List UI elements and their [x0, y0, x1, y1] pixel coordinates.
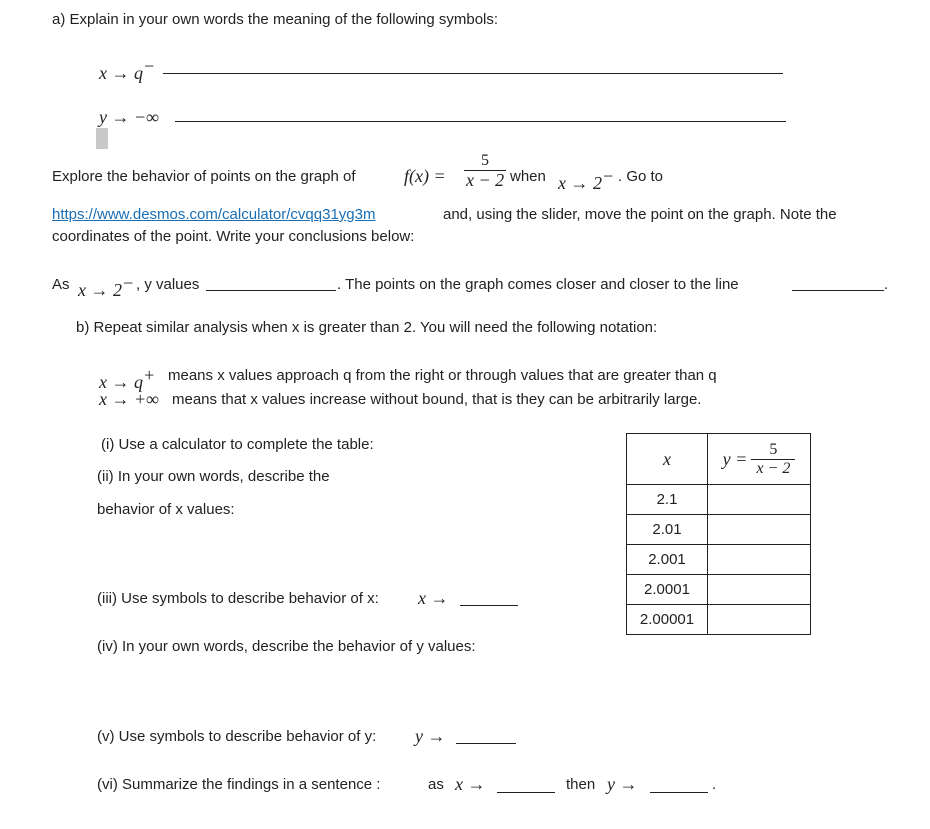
answer-line-sym1[interactable] [163, 73, 783, 74]
symbol-x-to-q-minus: x → q− [99, 56, 156, 83]
as-label: As [52, 276, 70, 293]
notation2-text: means that x values increase without bound, that is they can be arbitrarily large. [172, 391, 702, 408]
text-cursor-marker [96, 128, 108, 149]
question-vi: (vi) Summarize the findings in a sentence : [97, 776, 381, 793]
question-vi-then: then [566, 776, 596, 793]
question-vi-y-symbol: y → [607, 774, 638, 794]
question-ii-line2: behavior of x values: [97, 501, 235, 518]
table-cell-y[interactable] [708, 605, 811, 635]
desmos-link[interactable]: https://www.desmos.com/calculator/cvqq31yg3m [52, 206, 376, 223]
symbol-y-to-neg-infinity: y → −∞ [99, 107, 159, 127]
notation1-text: means x values approach q from the right or through values that are greater than q [168, 367, 717, 384]
table-cell-y[interactable] [708, 575, 811, 605]
table-cell-x: 2.01 [627, 515, 708, 545]
part-a-heading: a) Explain in your own words the meaning of the following symbols: [52, 11, 499, 28]
question-v-symbol: y → [415, 726, 446, 746]
table-row [627, 515, 811, 545]
table-cell-y[interactable] [708, 515, 811, 545]
answer-line-sym2[interactable] [175, 121, 786, 122]
answer-line-v[interactable] [456, 743, 516, 744]
instructions-line2: coordinates of the point. Write your conclusions below: [52, 228, 415, 245]
question-v: (v) Use symbols to describe behavior of y: [97, 728, 377, 745]
part-b-heading: b) Repeat similar analysis when x is greater than 2. You will need the following notation: [76, 319, 658, 336]
answer-line-vi-x[interactable] [497, 792, 555, 793]
table-header-y: y = $\frac{5}{x - 2}$ [708, 434, 811, 485]
explore-x-to-2-minus: x → 2− [558, 166, 615, 193]
question-vi-x-symbol: x → [455, 774, 486, 794]
question-vi-end: . [712, 776, 717, 793]
question-i: (i) Use a calculator to complete the table: [101, 436, 374, 453]
instructions-line1: and, using the slider, move the point on the graph. Note the [443, 206, 837, 223]
question-ii-line1: (ii) In your own words, describe the [97, 468, 330, 485]
question-iii-symbol: x → [418, 588, 449, 608]
answer-line-iii[interactable] [460, 605, 518, 606]
answer-line-asymptote[interactable] [792, 290, 884, 291]
answer-line-y-values[interactable] [206, 290, 336, 291]
table-cell-y[interactable] [708, 545, 811, 575]
end-period: . [884, 276, 889, 293]
notation-x-to-plus-infinity: x → +∞ [99, 389, 159, 409]
explore-text: Explore the behavior of points on the graph of [52, 168, 356, 185]
values-table [626, 433, 811, 635]
table-row [627, 575, 811, 605]
table-cell-x: 2.0001 [627, 575, 708, 605]
function-fraction: $\frac{5}{x - 2}$ [466, 152, 505, 190]
explore-when: when [510, 168, 546, 185]
table-cell-x: 2.00001 [627, 605, 708, 635]
question-iii: (iii) Use symbols to describe behavior of x: [97, 590, 379, 607]
notation-x-to-q-plus: x → q+ [99, 365, 156, 392]
table-header-row [627, 434, 811, 485]
question-vi-as: as [428, 776, 444, 793]
table-header-x: x [627, 434, 708, 485]
question-iv: (iv) In your own words, describe the behavior of y values: [97, 638, 476, 655]
closer-text: . The points on the graph comes closer and closer to the line [337, 276, 739, 293]
table-row [627, 545, 811, 575]
table-row [627, 605, 811, 635]
explore-goto: . Go to [618, 168, 664, 185]
table-cell-y[interactable] [708, 485, 811, 515]
y-values-label: , y values [136, 276, 200, 293]
table-cell-x: 2.001 [627, 545, 708, 575]
table-cell-x: 2.1 [627, 485, 708, 515]
table-row [627, 485, 811, 515]
answer-line-vi-y[interactable] [650, 792, 708, 793]
as-x-to-2-minus: x → 2− [78, 273, 135, 300]
function-lhs: f(x) = [404, 166, 446, 186]
